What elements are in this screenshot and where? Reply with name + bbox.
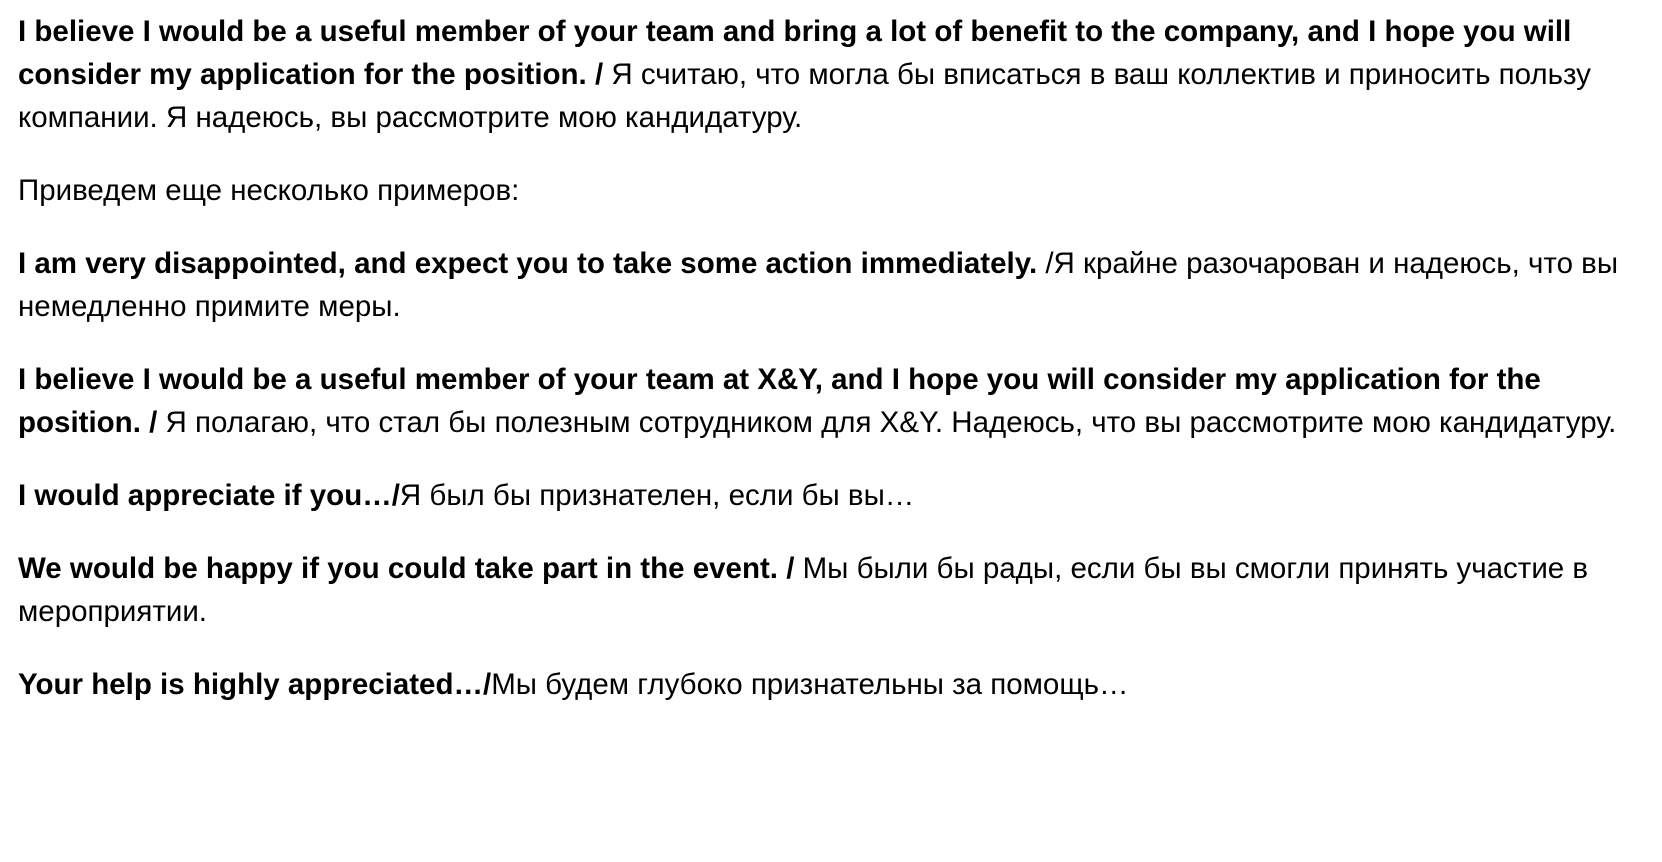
- example-paragraph-4: [18, 474, 1644, 517]
- example-paragraph-5: [18, 547, 1644, 633]
- example-paragraph-3: [18, 358, 1644, 444]
- english-phrase: I believe I would be a useful member of your team and bring a lot of benefit to the company, and I hope you will consider my application for the position. /: [18, 15, 1572, 91]
- russian-translation: Мы были бы рады, если бы вы смогли принять участие в мероприятии.: [18, 552, 1589, 628]
- russian-translation: /Я крайне разочарован и надеюсь, что вы немедленно примите меры.: [18, 247, 1619, 323]
- example-paragraph-2: [18, 242, 1644, 328]
- example-paragraph-6: [18, 663, 1644, 706]
- russian-translation: Мы будем глубоко признательны за помощь…: [491, 668, 1129, 701]
- english-phrase: I believe I would be a useful member of your team at X&Y, and I hope you will consider my application for the position. /: [18, 363, 1541, 439]
- russian-translation: Я считаю, что могла бы вписаться в ваш коллектив и приносить пользу компании. Я надеюсь, вы рассмотрите мою кандидатуру.: [18, 58, 1591, 134]
- example-paragraph-1: [18, 10, 1644, 139]
- english-phrase: I am very disappointed, and expect you to take some action immediately.: [18, 247, 1038, 280]
- english-phrase: We would be happy if you could take part in the event. /: [18, 552, 795, 585]
- english-phrase: I would appreciate if you…/: [18, 479, 400, 512]
- english-phrase: Your help is highly appreciated…/: [18, 668, 492, 701]
- intro-text: Приведем еще несколько примеров:: [18, 174, 520, 207]
- russian-translation: Я полагаю, что стал бы полезным сотрудником для X&Y. Надеюсь, что вы рассмотрите мою кандидатуру.: [157, 406, 1617, 439]
- intro-line: [18, 169, 1644, 212]
- russian-translation: Я был бы признателен, если бы вы…: [399, 479, 915, 512]
